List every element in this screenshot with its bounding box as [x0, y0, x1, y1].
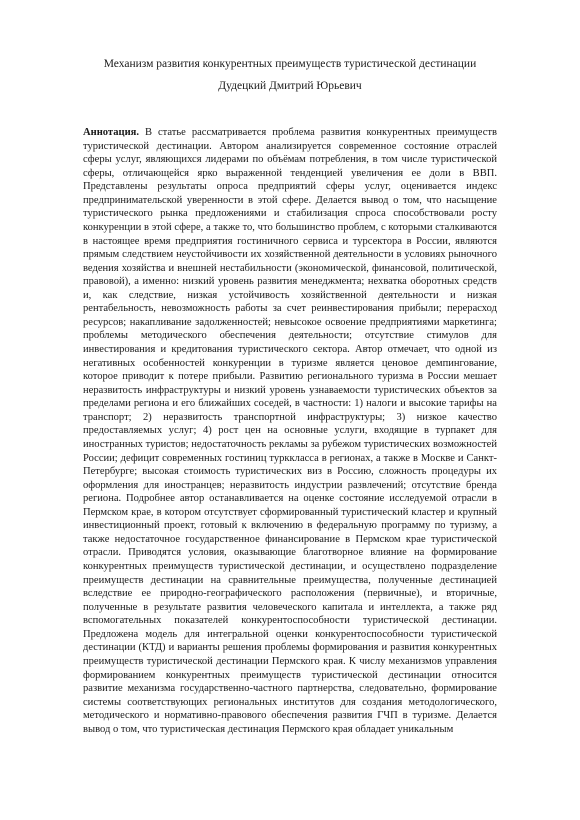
paper-title: Механизм развития конкурентных преимуществ туристической дестинации — [103, 58, 477, 70]
abstract-paragraph — [83, 126, 497, 736]
abstract-text: В статье рассматривается проблема развития конкурентных преимуществ туристической дестинации. Автором анализируется современное состояние отраслей сферы услуг, являющихся лидерами по объёмам потребления, в том числе туристической сферы, отличающейся ярко выраженной тенденцией увеличения ее доли в ВВП. Представлены результаты опроса предприятий сферы услуг, оценивается индекс предпринимательской уверенности в этой сфере. Делается вывод о том, что насыщение туристического рынка предложениями и стабилизация спроса способствовали росту конкуренции в этой сфере, а также то, что большинство проблем, с которыми сталкиваются в настоящее время предприятия гостиничного сервиса и турсектора в России, являются прямым следствием неустойчивости их хозяйственной деятельности в условиях рыночного ведения хозяйства и внешней нестабильности (экономической, финансовой, политической, правовой), а именно: низкий уровень развития менеджмента; нехватка оборотных средств и, как следствие, низкая устойчивость хозяйственной деятельности и низкая рентабельность, невозможность работы за счет реинвестирования прибыли; перерасход ресурсов; накапливание задолженностей; невысокое освоение предприятиями маркетинга; проблемы методического обеспечения деятельности; отсутствие стимулов для инвестирования и кредитования туристического сектора. Автор отмечает, что одной из негативных особенностей конкуренции в туризме является ценовое демпингование, которое приводит к потере прибыли. Развитию регионального туризма в России мешает неразвитость инфраструктуры и низкий уровень узнаваемости туристических объектов за пределами региона и его ближайших соседей, в частности: 1) налоги и высокие тарифы на транспорт; 2) неразвитость транспортной инфраструктуры; 3) низкое качество предоставляемых услуг; 4) рост цен на основные услуги, входящие в турпакет для иностранных туристов; недостаточность рекламы за рубежом туристических возможностей России; дефицит современных гостиниц турккласса в регионах, а также в Москве и Санкт-Петербурге; высокая стоимость туристических виз в Россию, сложность процедуры их оформления для иностранцев; неразвитость индустрии развлечений; отсутствие бренда региона. Подробнее автор останавливается на оценке состояние исследуемой отрасли в Пермском крае, в котором отсутствует сформированный туристический кластер и крупный инвестиционный проект, готовый к включению в федеральную программу по туризму, а также недостаточное государственное финансирование в Пермском крае туристической отрасли. Приводятся условия, оказывающие благотворное влияние на формирование конкурентных преимуществ туристической дестинации, и осуществлено подразделение преимуществ дестинации на сравнительные преимущества, полученные дестинацией вследствие ее природно-географического расположения (первичные), и вторичные, полученные в результате развития человеческого капитала и интеллекта, а также ряд вспомогательных показателей конкурентоспособности туристической дестинации. Предложена модель для интегральной оценки конкурентоспособности туристической дестинации (КТД) и варианты решения проблемы формирования и развития конкурентных преимуществ туристической дестинации Пермского края. К числу механизмов управления формированием конкурентных преимуществ туристической дестинации относится развитие механизма государственно-частного партнерства, следовательно, формирование системы соответствующих региональных институтов для создания методологического, методического и нормативно-правового обеспечения развития ГЧП в туризме. Делается вывод о том, что туристическая дестинация Пермского края обладает уникальным — [83, 127, 497, 735]
abstract-label: Аннотация. — [83, 127, 139, 138]
paper-author: Дудецкий Дмитрий Юрьевич — [218, 80, 362, 92]
